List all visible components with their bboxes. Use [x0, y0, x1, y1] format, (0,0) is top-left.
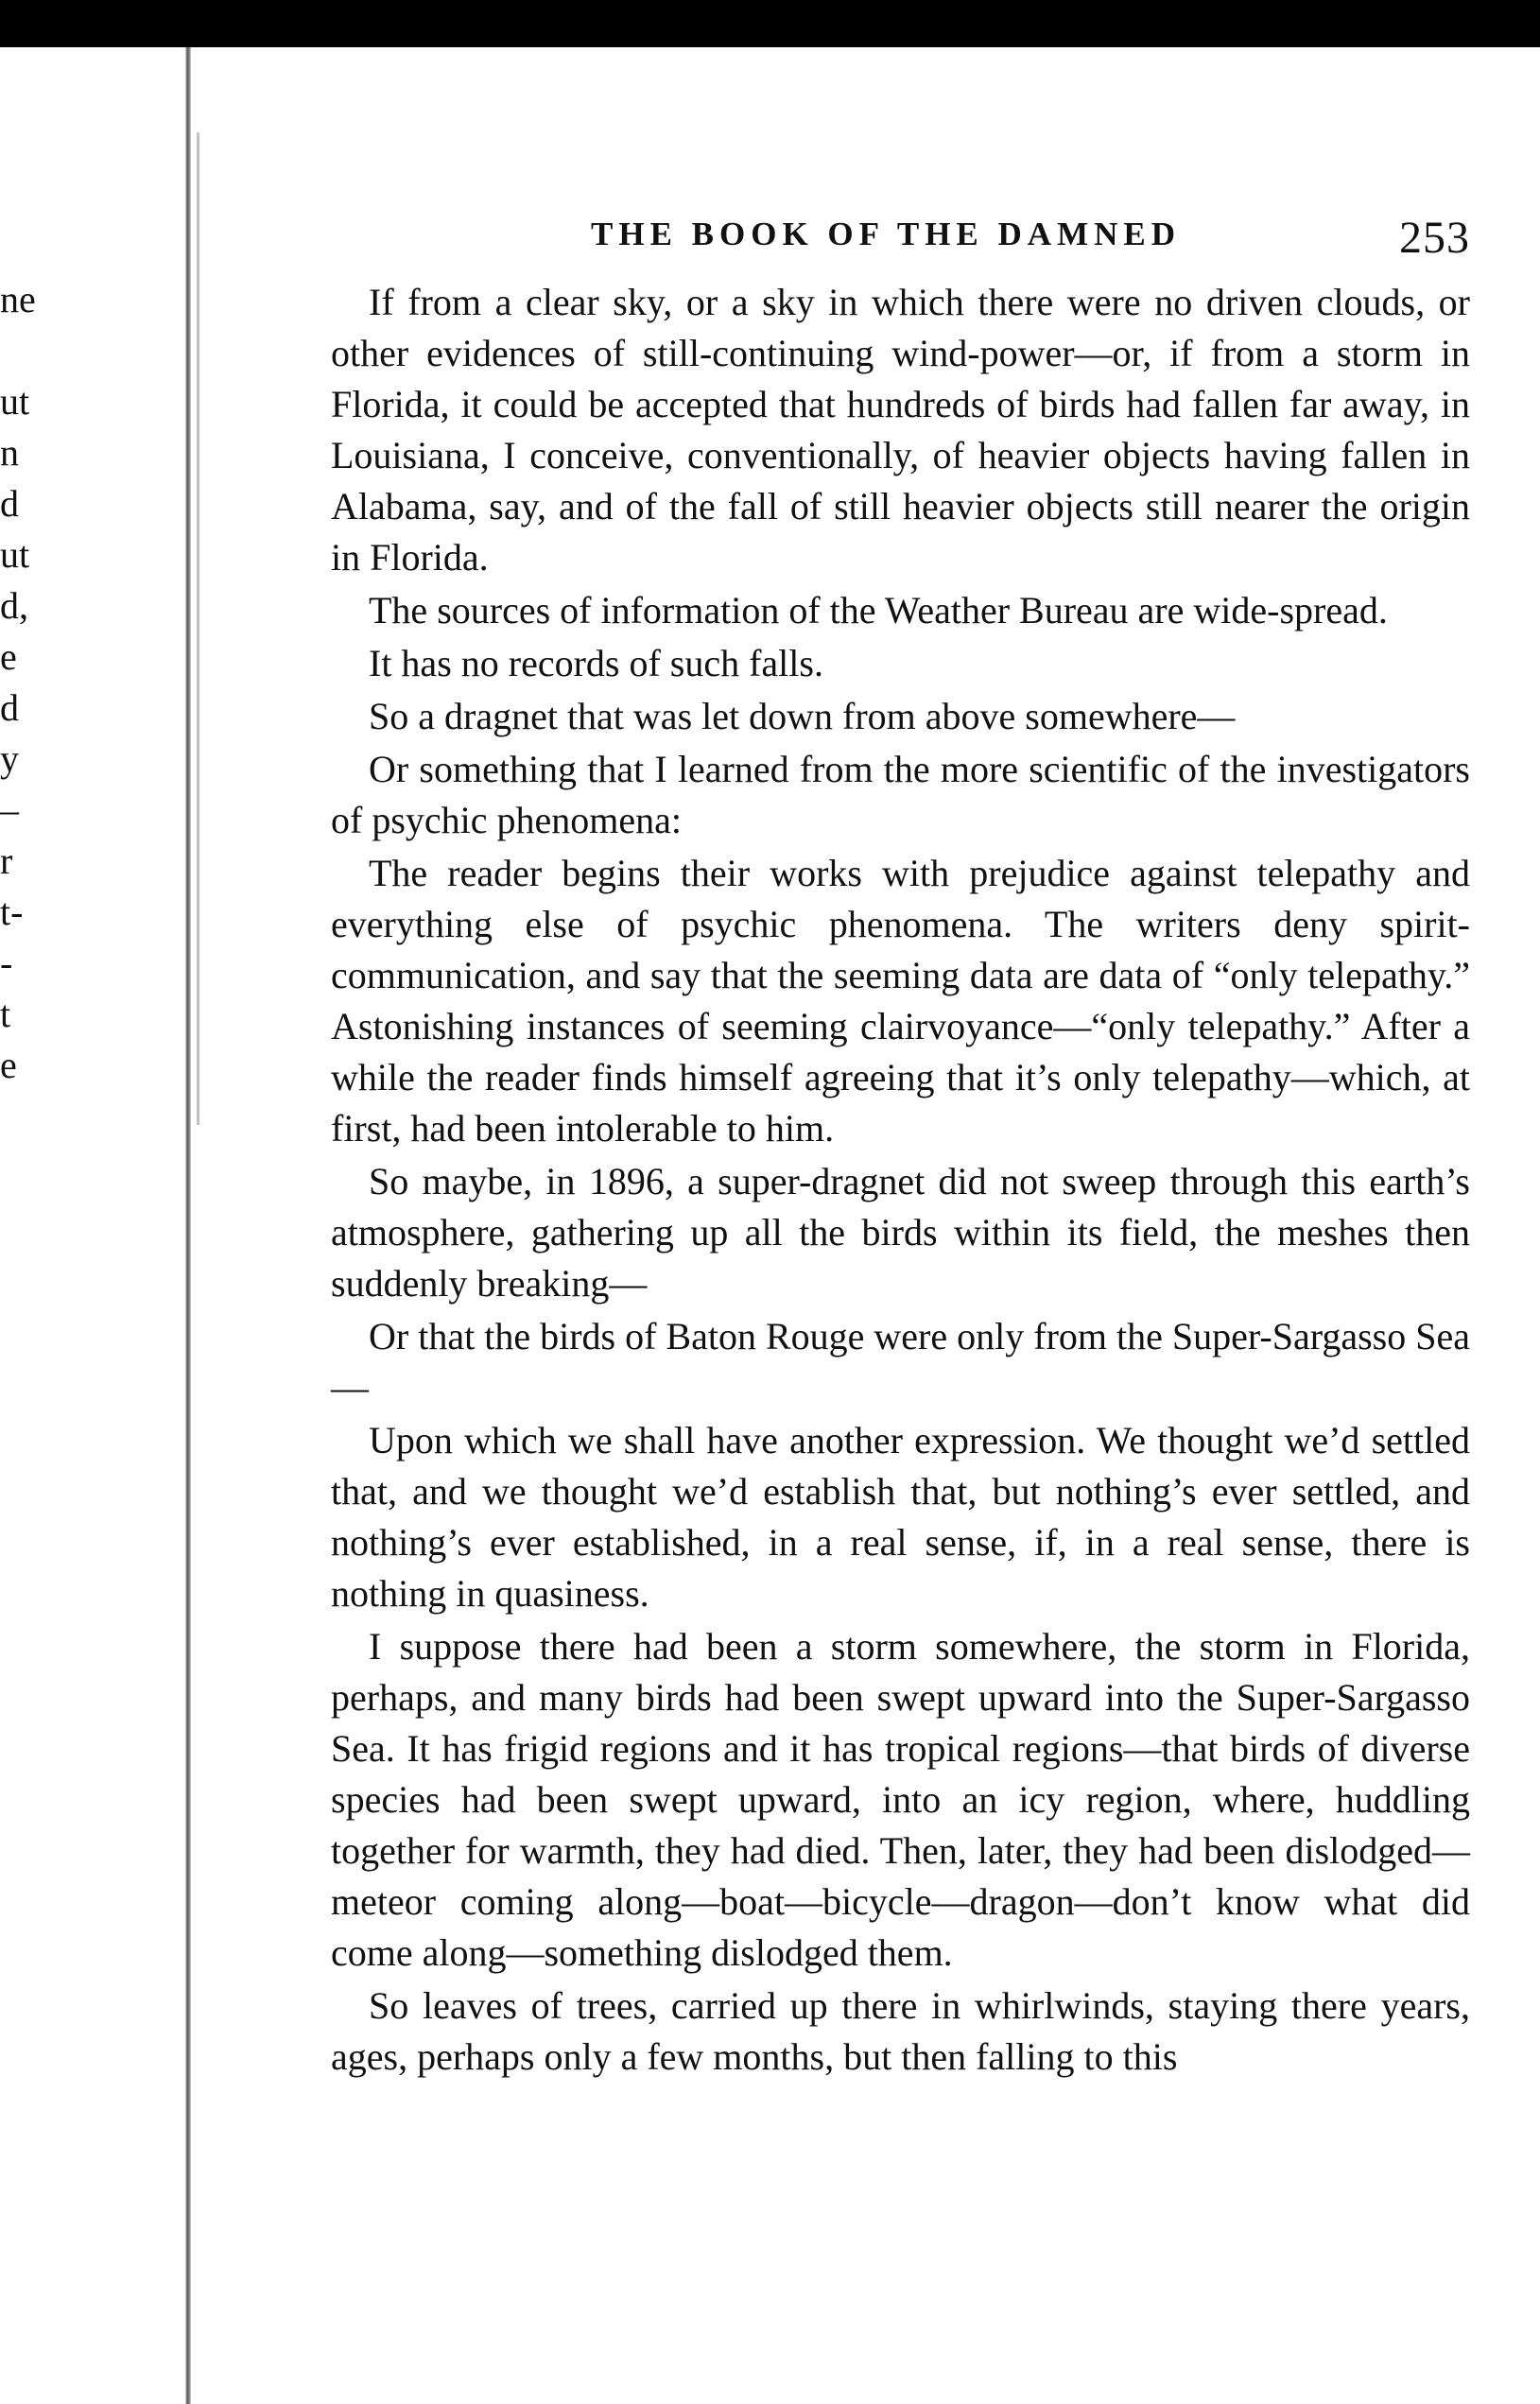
- book-gutter-shadow: [185, 47, 191, 2404]
- fragment: t-: [0, 891, 24, 933]
- fragment: -: [0, 942, 13, 984]
- fragment: t: [0, 993, 11, 1035]
- page-number: 253: [1399, 213, 1470, 263]
- fragment: ut: [0, 533, 30, 576]
- scan-top-border: [0, 0, 1540, 47]
- fragment: e: [0, 635, 17, 678]
- paragraph: If from a clear sky, or a sky in which there were no driven clouds, or other evidences of still-continuing wind-power—or, if from a storm in Florida, it could be accepted that hundreds of birds had fallen far away, in Louisiana, I conceive, conventionally, of heavier objects having fallen in Alabama, say, and of the fall of still heavier objects still nearer the origin in Florida.: [331, 281, 1470, 579]
- paragraph: Or something that I learned from the more scientific of the investigators of psychic phenomena:: [331, 748, 1470, 841]
- paragraph: I suppose there had been a storm somewhere, the storm in Florida, perhaps, and many birds had been swept upward into the Super-Sargasso Sea. It has frigid regions and it has tropical regions—that birds of diverse species had been swept upward, into an icy region, where, huddling together for warmth, they had died. Then, later, they had been dislodged—meteor coming along—boat—bicycle—dragon—don’t know what did come along—something dislodged them.: [331, 1625, 1470, 1974]
- facing-page-fragments: [0, 274, 38, 1091]
- paragraph: So a dragnet that was let down from above somewhere—: [369, 695, 1236, 737]
- paragraph: Or that the birds of Baton Rouge were only from the Super-Sargasso Sea—: [331, 1315, 1470, 1409]
- fragment: y: [0, 737, 19, 780]
- paragraph: The sources of information of the Weather Bureau are wide-spread.: [369, 589, 1388, 631]
- fragment: e: [0, 1044, 17, 1086]
- fragment: –: [0, 788, 19, 831]
- fragment: d: [0, 686, 19, 729]
- fragment: ut: [0, 380, 30, 423]
- running-head-title: THE BOOK OF THE DAMNED: [591, 216, 1181, 252]
- fragment: n: [0, 431, 19, 474]
- page-body: [331, 277, 1470, 2084]
- fragment: [0, 325, 38, 376]
- paragraph: Upon which we shall have another expression. We thought we’d settled that, and we thought we’d establish that, but nothing’s ever settled, and nothing’s ever established, in a real sense, if, in a real sense, there is nothing in quasiness.: [331, 1419, 1470, 1615]
- paragraph: It has no records of such falls.: [369, 642, 823, 684]
- fragment: d: [0, 482, 19, 525]
- fragment: d,: [0, 584, 28, 627]
- paragraph: So maybe, in 1896, a super-dragnet did not sweep through this earth’s atmosphere, gathering up all the birds within its field, the meshes then suddenly breaking—: [331, 1160, 1470, 1305]
- running-head: [331, 213, 1470, 263]
- paragraph: So leaves of trees, carried up there in whirlwinds, staying there years, ages, perhaps only a few months, but then falling to this: [331, 1984, 1470, 2078]
- fragment: r: [0, 839, 13, 882]
- paragraph: The reader begins their works with prejudice against telepathy and everything else of psychic phenomena. The writers deny spirit-communication, and say that the seeming data are data of “only telepathy.” Astonishing instances of seeming clairvoyance—“only telepathy.” After a while the reader finds himself agreeing that it’s only telepathy—which, at first, had been intolerable to him.: [331, 852, 1470, 1150]
- fragment: ne: [0, 278, 36, 320]
- book-gutter-edge: [197, 132, 199, 1125]
